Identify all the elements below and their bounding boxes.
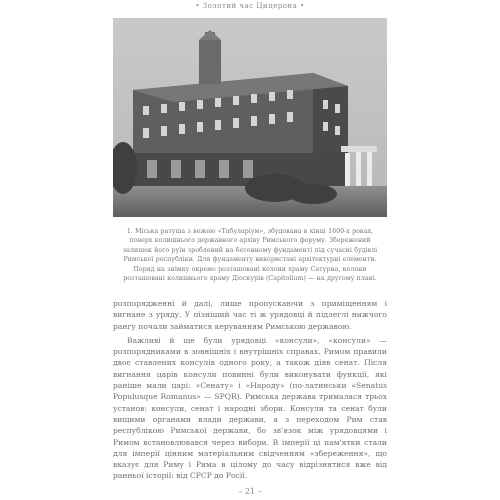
body-paragraph-2: Важливі й ще були урядовці «консули», «консули» — розпорядниками в зовнішніх і внутрішніх справах. Римом правили двоє ставлених консулів одного року, а також діяв сенат. Після вигнання царів консули повинні були виконувати функції, які раніше мали царі: «Сенату» і «Народу» (по-латинськи «Senatus Populusque Romanus» — SPQR). Римська держава трималася трьох установ: консули, сенат і народні збори. Консули та сенат були вищими органами влади держави, а з переходом Рим став республікою Римської держави, бо зв'язок між урядовцями і Римом встановлювався через вибори. В імперії ці пам'ятки стали для імперії цінним матеріальним свідченням «збереження», що вказує для Риму і Рима в цілому до часу відрізнятися вже від ранньої історії: від СРСР до Росії.	[113, 335, 387, 481]
running-header: • Золотий час Цицерона •	[195, 2, 305, 10]
figure-caption	[118, 227, 382, 283]
body-text	[113, 298, 387, 482]
building-photo-graphic	[113, 18, 387, 217]
caption-text: 1. Міська ратуша з вежею «Табуларіум», збудована в кінці 1600-х роках, поверх колишнього державного архіву Римського форуму. Збережений залишок його руїн зроблений на бетонному фундаменті під сучасні будівлі Римської республіки. Для фундаменту використані архітектурні елементи. Поряд на знімку окремо розташовані колони храму Сатурна, колони розташовані колишнього храму Діоскурів (Capitolium) — на другому плані.	[122, 228, 378, 283]
body-paragraph-1: розпорядженні й далі, лише пропускаючи з приміщенням і вигнане з уряду. У пізніший час ті ж урядовці й підлеглі нижчого рангу почали займатися керуванням Римською державою.	[113, 299, 387, 331]
page-number: – 21 –	[238, 487, 262, 496]
building-photo	[113, 18, 387, 217]
